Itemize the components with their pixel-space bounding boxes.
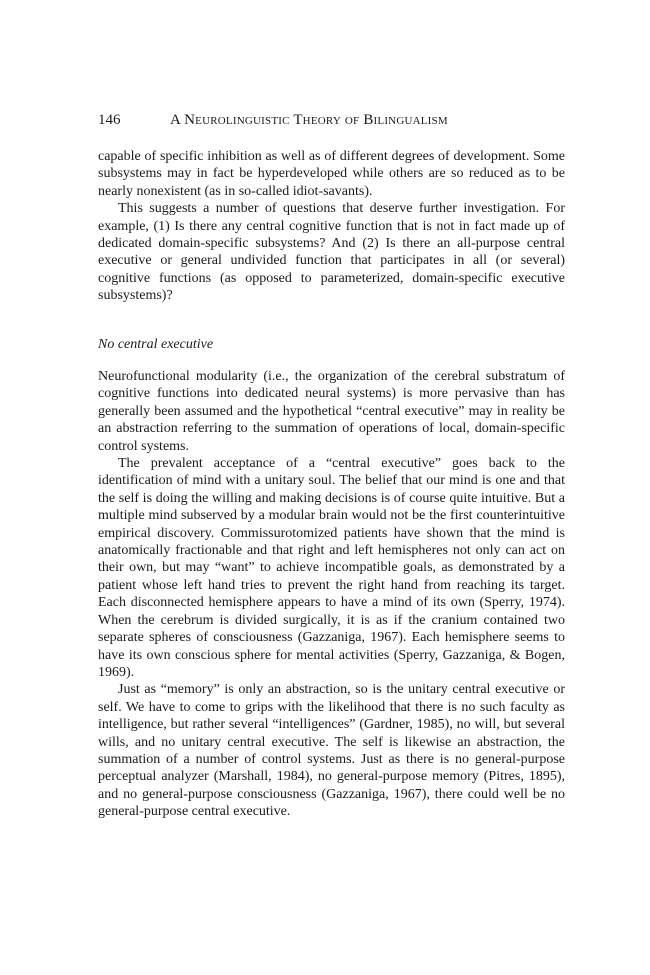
section-text-block — [98, 368, 565, 821]
paragraph-continuation: capable of specific inhibition as well as of different degrees of development. Some subsystems may in fact be hyperdeveloped while others are so reduced as to be nearly nonexistent (as in so-called idiot-savants). — [98, 149, 565, 199]
paragraph-questions: This suggests a number of questions that deserve further investigation. For example, (1) Is there any central cognitive function that is not in fact made up of dedicated domain-specific subsystems? And (2) Is there an all-purpose central executive or general undivided function that participates in all (or several) cognitive functions (as opposed to parameterized, domain-specific executive subsystems)? — [98, 201, 565, 304]
running-title: A Neurolinguistic Theory of Bilingualism — [170, 112, 448, 128]
paragraph-memory-abstraction: Just as “memory” is only an abstraction, so is the unitary central executive or self. We have to come to grips with the likelihood that there is no such faculty as intelligence, but rather several “intelligences” (Gardner, 1985), no will, but several wills, and no unitary central executive. The self is likewise an abstraction, the summation of a number of control systems. Just as there is no general-purpose perceptual analyzer (Marshall, 1984), no general-purpose memory (Pitres, 1895), and no general-purpose consciousness (Gazzaniga, 1967), there could well be no general-purpose central executive. — [98, 682, 565, 820]
page-number: 146 — [98, 112, 121, 128]
paragraph-modularity: Neurofunctional modularity (i.e., the organization of the cerebral substratum of cognitive functions into dedicated neural systems) is more pervasive than has generally been assumed and the hypothetical “central executive” may in reality be an abstraction referring to the summation of operations of local, domain-specific control systems. — [98, 369, 565, 454]
intro-text-block — [98, 148, 565, 305]
section-heading: No central executive — [98, 337, 214, 352]
paragraph-central-executive: The prevalent acceptance of a “central executive” goes back to the identification of mind with a unitary soul. The belief that our mind is one and that the self is doing the willing and making decisions is of course quite intuitive. But a multiple mind subserved by a modular brain would not be the first counterintuitive empirical discovery. Commissurotomized patients have shown that the mind is anatomically fractionable and that right and left hemispheres not only can act on their own, but may “want” to achieve incompatible goals, as demonstrated by a patient whose left hand tries to prevent the right hand from reaching its target. Each disconnected hemisphere appears to have a mind of its own (Sperry, 1974). When the cerebrum is divided surgically, it is as if the cranium contained two separate spheres of consciousness (Gazzaniga, 1967). Each hemisphere seems to have its own conscious sphere for mental activities (Sperry, Gazzaniga, & Bogen, 1969). — [98, 456, 565, 680]
running-head — [98, 110, 568, 130]
